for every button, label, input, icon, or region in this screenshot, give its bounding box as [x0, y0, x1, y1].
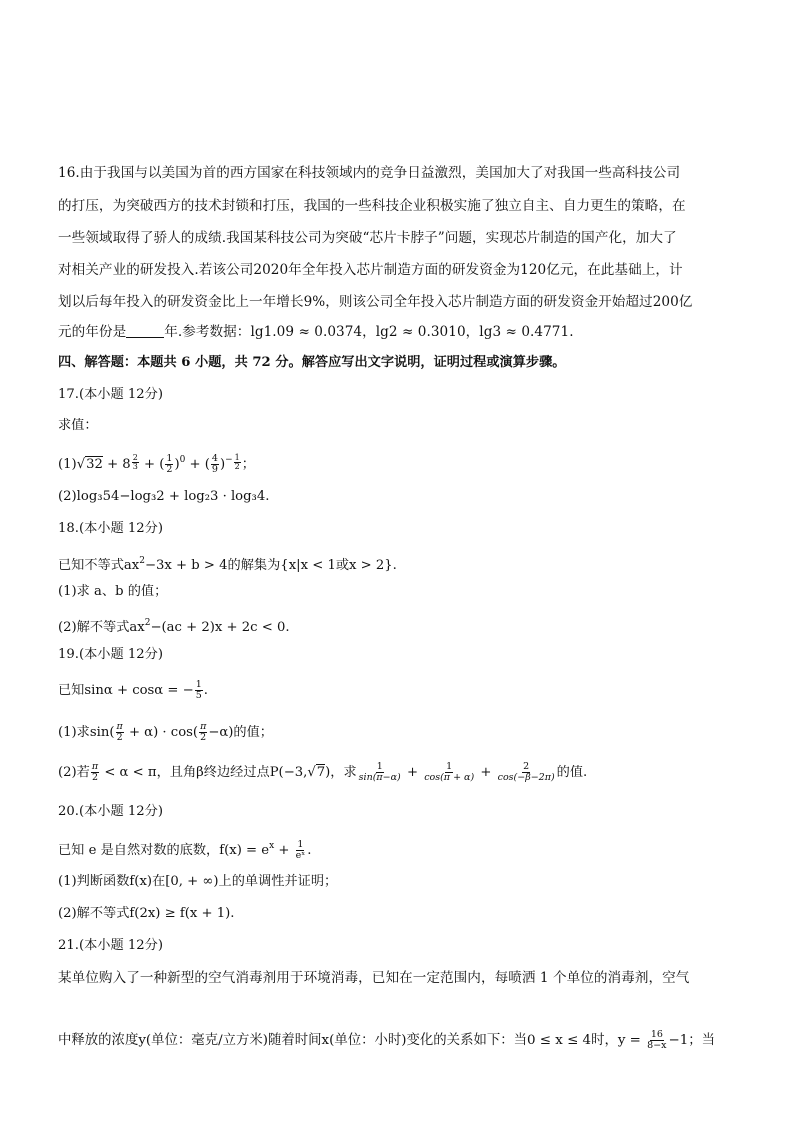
fraction: $\frac{4}{9}$ [211, 453, 218, 475]
radical-sign: √ [76, 457, 86, 472]
q21-line-2: 中释放的浓度y(单位：毫克/立方米)随着时间x(单位：小时)变化的关系如下：当0 ≤ x ≤ 4时，y = $\frac{16}{8-x}$ −1；当 [58, 1029, 716, 1051]
fraction: $\frac{\pi}{2}$ [116, 721, 123, 743]
fraction: $\frac{1}{\cos(\pi + \alpha)}$ [424, 761, 475, 783]
q16-line-5: 划以后每年投入的研发资金比上一年增长9%，则该公司全年投入芯片制造方面的研发资金开始超过200亿 [58, 294, 693, 310]
exponent-fraction: $\frac{2}{3}$ [132, 453, 138, 471]
q18-condition: 已知不等式$ax^2-3x + b > 4$的解集为{x|x < 1或x > 2}. [58, 556, 397, 573]
radical-sign: √ [307, 765, 316, 780]
q16-line-4: 对相关产业的研发投入.若该公司2020年全年投入芯片制造方面的研发资金为120亿元，在此基础上，计 [58, 262, 683, 278]
q21-heading: 21.(本小题 12分) [58, 938, 163, 953]
fraction: $\frac{1}{\sin(\pi-\alpha)}$ [358, 761, 401, 783]
fraction: $\frac{16}{8-x}$ [647, 1029, 667, 1051]
q19-part-2: (2)若 $\frac{\pi}{2}$ < α < π，且角β终边经过点P(−3,√7)，求 $\frac{1}{\sin(\pi-\alpha)}$ + $\frac{1}{\cos(\pi + \alpha)}$ + $\frac{2}{\cos(-\beta-2\pi)}$ 的值. [58, 761, 588, 783]
q18-part-2: (2)解不等式$ax^2-(ac + 2)x + 2c < 0$. [58, 618, 290, 635]
fraction: $\frac{\pi}{2}$ [200, 721, 207, 743]
q16-last-suffix: 年.参考数据：lg1.09 ≈ 0.0374，lg2 ≈ 0.3010，lg3 ≈ 0.4771. [164, 324, 574, 340]
fraction: $\frac{\pi}{2}$ [91, 761, 99, 783]
fraction: $\frac{1}{\text{eˣ}}$ [295, 839, 306, 861]
q19-part-1: (1)求sin( $\frac{\pi}{2}$ + α) · cos( $\frac{\pi}{2}$ −α)的值； [58, 721, 273, 743]
q16-line-1: 16.由于我国与以美国为首的西方国家在科技领域内的竞争日益激烈，美国加大了对我国一些高科技公司 [58, 165, 681, 181]
q19-condition: 已知sinα + cosα = − $\frac{1}{5}$ . [58, 679, 208, 701]
q20-part-2: (2)解不等式f(2x) ≥ f(x + 1). [58, 906, 235, 921]
q21-line-1: 某单位购入了一种新型的空气消毒剂用于环境消毒，已知在一定范围内，每喷洒 1 个单位的消毒剂，空气 [58, 970, 690, 986]
q17-part-1: (1)√32 + 8 $\frac{2}{3}$ + ( $\frac{1}{2}$ )$^0$ + ( $\frac{4}{9}$ )− $\frac{1}{2}$ ； [58, 453, 255, 475]
q17-heading: 17.(本小题 12分) [58, 387, 163, 402]
q20-part-1: (1)判断函数f(x)在[0, + ∞)上的单调性并证明； [58, 874, 338, 889]
exponent-fraction: $\frac{1}{2}$ [234, 453, 240, 471]
fraction: $\frac{1}{5}$ [195, 679, 202, 701]
q17-part-2: (2)log₃54−log₃2 + log₂3 · log₃4. [58, 489, 270, 504]
q18-heading: 18.(本小题 12分) [58, 521, 163, 536]
q17-prompt: 求值： [58, 418, 98, 433]
q16-line-3: 一些领域取得了骄人的成绩.我国某科技公司为突破“芯片卡脖子”问题，实现芯片制造的国产化，加大了 [58, 230, 677, 246]
q16-last-prefix: 元的年份是 [58, 324, 127, 340]
q16-line-2: 的打压，为突破西方的技术封锁和打压，我国的一些科技企业积极实施了独立自主、自力更生的策略，在 [58, 198, 686, 214]
q16-line-6 [58, 322, 574, 342]
fraction: $\frac{1}{2}$ [166, 453, 173, 475]
q20-condition: 已知 e 是自然对数的底数，$f(x) = e^x$ + $\frac{1}{\text{eˣ}}$ . [58, 839, 312, 861]
q20-heading: 20.(本小题 12分) [58, 804, 163, 819]
fraction: $\frac{2}{\cos(-\beta-2\pi)}$ [497, 761, 555, 783]
section-4-header: 四、解答题：本题共 6 小题，共 72 分。解答应写出文字说明，证明过程或演算步骤。 [58, 355, 566, 370]
answer-blank[interactable] [126, 323, 164, 338]
q18-part-1: (1)求 a、b 的值； [58, 584, 168, 599]
q19-heading: 19.(本小题 12分) [58, 647, 163, 662]
